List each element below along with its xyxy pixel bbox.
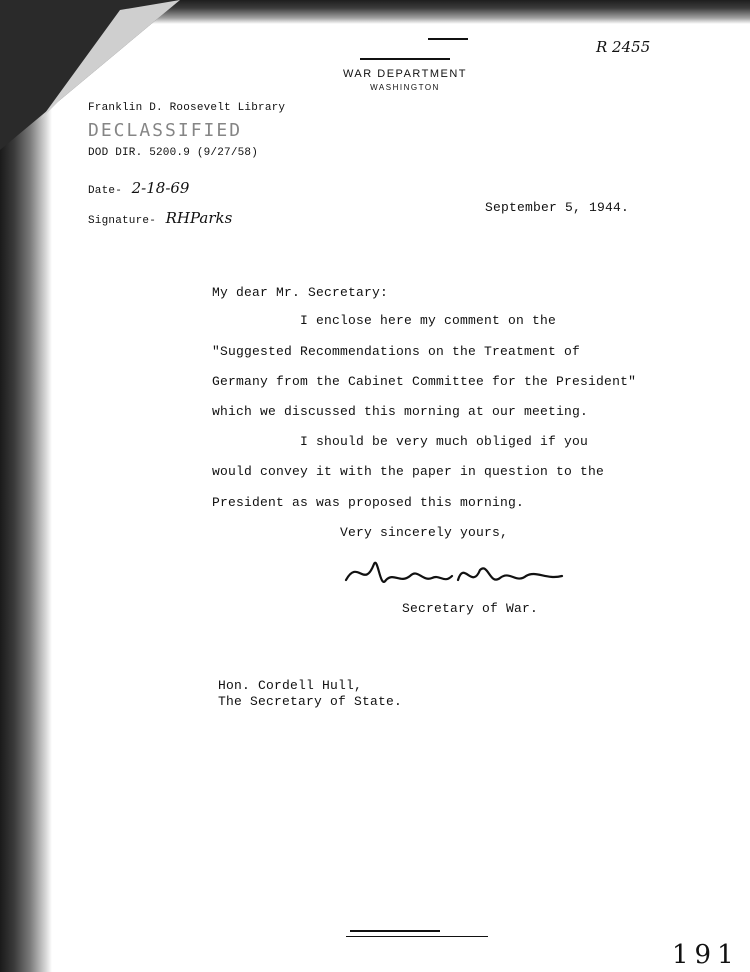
body-line: would convey it with the paper in question to the bbox=[212, 464, 605, 479]
body-line: Germany from the Cabinet Committee for the President" bbox=[212, 374, 637, 389]
stamp-authority: DOD DIR. 5200.9 (9/27/58) bbox=[88, 147, 259, 159]
department-name: WAR DEPARTMENT bbox=[342, 68, 468, 80]
letterhead bbox=[300, 58, 510, 92]
signer-title: Secretary of War. bbox=[402, 601, 539, 616]
body-line: President as was proposed this morning. bbox=[212, 495, 525, 510]
salutation: My dear Mr. Secretary: bbox=[212, 285, 389, 300]
declassification-stamp bbox=[88, 100, 285, 229]
signature-text bbox=[340, 550, 570, 598]
letter-date: September 5, 1944. bbox=[485, 200, 630, 215]
archive-reference: R 2455 bbox=[596, 38, 651, 56]
body-line: I should be very much obliged if you bbox=[300, 434, 589, 449]
stamp-library: Franklin D. Roosevelt Library bbox=[88, 102, 286, 114]
top-redaction-line bbox=[428, 38, 468, 40]
body-line: which we discussed this morning at our meeting. bbox=[212, 404, 589, 419]
recipient-line: Hon. Cordell Hull, bbox=[218, 678, 363, 693]
recipient-line: The Secretary of State. bbox=[218, 694, 403, 709]
stamp-date-label: Date- bbox=[88, 185, 123, 197]
redaction-line bbox=[360, 58, 450, 60]
body-line: "Suggested Recommendations on the Treatment of bbox=[212, 344, 581, 359]
stamp-date-row bbox=[88, 179, 285, 199]
handwritten-signature bbox=[340, 550, 570, 603]
stamp-signature-label: Signature- bbox=[88, 215, 157, 227]
stamp-date-value: 2-18-69 bbox=[131, 179, 190, 197]
page-number: 191 bbox=[672, 940, 740, 970]
stamp-signature-row bbox=[88, 209, 285, 229]
body-line: I enclose here my comment on the bbox=[300, 313, 557, 328]
stamp-signature-value: RHParks bbox=[165, 209, 233, 227]
closing: Very sincerely yours, bbox=[340, 525, 509, 540]
bottom-rule bbox=[346, 936, 488, 937]
bottom-redaction-line bbox=[350, 930, 440, 932]
stamp-declassified: DECLASSIFIED bbox=[88, 120, 243, 141]
department-city: WASHINGTON bbox=[370, 83, 440, 92]
